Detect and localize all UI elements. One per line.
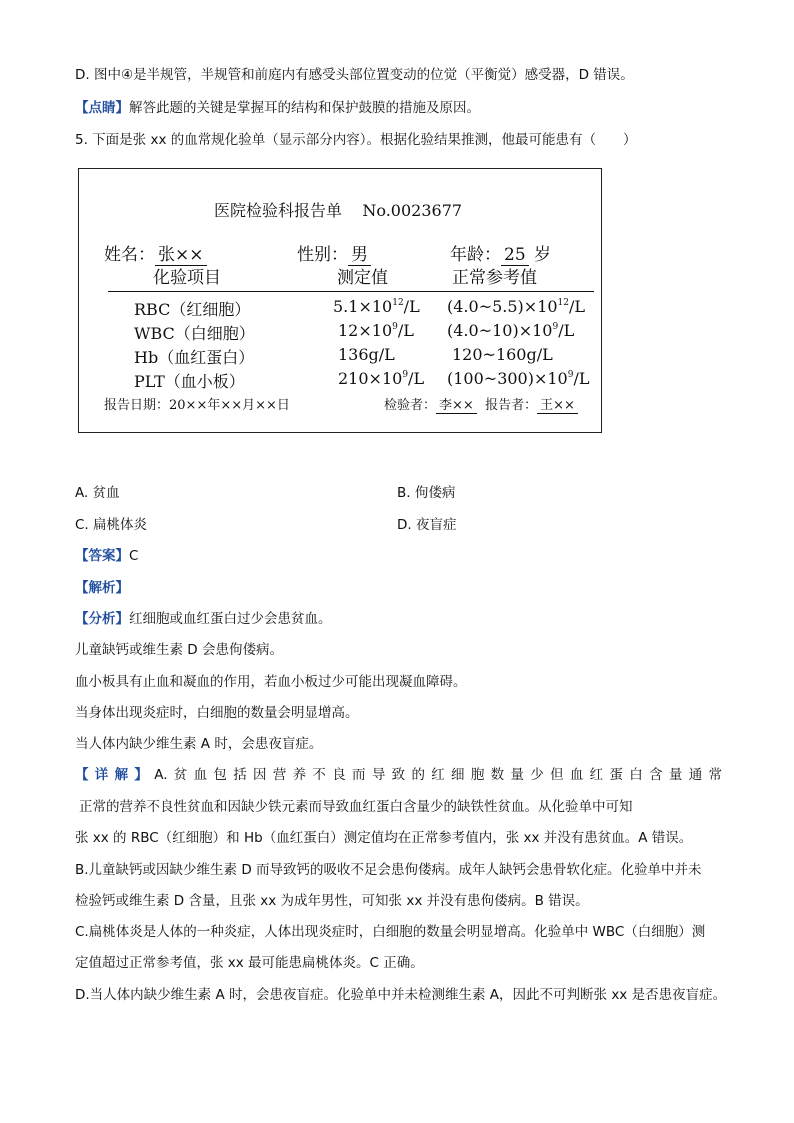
patient-sex-value: 男: [348, 245, 371, 266]
report-row-ref: $(100\sim 300)\times 10^9/L$: [447, 369, 590, 388]
patient-name: 姓名： 张××: [104, 240, 207, 265]
tip-text: 解答此题的关键是掌握耳的结构和保护鼓膜的措施及原因。: [129, 100, 480, 116]
text-line: D. 图中④是半规管，半规管和前庭内有感受头部位置变动的位觉（平衡觉）感受器，D 错误。: [75, 67, 634, 83]
analysis-line: 【分析】红细胞或血红蛋白过少会患贫血。: [75, 611, 332, 627]
patient-name-value: 张××: [155, 245, 207, 266]
answer-line: [75, 546, 138, 566]
option-d: D. 夜盲症: [397, 517, 457, 533]
report-row-value: $5.1\times 10^{12}/L$: [333, 297, 420, 316]
detail-line: 检验钙或维生素 D 含量，且张 xx 为成年男性，可知张 xx 并没有患佝偻病。B 错误。: [75, 893, 589, 909]
report-number: No.0023677: [362, 201, 463, 220]
detail-tag: 【详解】: [75, 767, 155, 783]
reporter-value: 王××: [537, 398, 578, 414]
report-row-item: PLT（血小板）: [134, 372, 245, 391]
header-rule: [108, 291, 594, 292]
report-signers: 检验者： 李×× 报告者： 王××: [384, 394, 578, 413]
detail-line: 【详解】A.贫血包括因营养不良而导致的红细胞数量少但血红蛋白含量通常: [75, 767, 722, 783]
report-row-value: $210\times 10^9/L$: [338, 369, 425, 388]
option-a: A. 贫血: [75, 485, 120, 501]
report-row-ref: 120~160g/L: [452, 345, 553, 364]
patient-sex: 性别： 男: [297, 240, 371, 265]
detail-line: B.儿童缺钙或因缺少维生素 D 而导致钙的吸收不足会患佝偻病。成年人缺钙会患骨软化症。化验单中并未: [75, 862, 702, 878]
analysis-heading: 【解析】: [75, 580, 129, 596]
col-header-value: 测定值: [337, 268, 388, 288]
inspector-value: 李××: [436, 398, 477, 414]
option-b: B. 佝偻病: [397, 485, 456, 501]
report-row-value: $12\times 10^9/L$: [338, 321, 414, 340]
tip-line: [75, 98, 480, 118]
analysis-line: 当身体出现炎症时，白细胞的数量会明显增高。: [75, 705, 359, 721]
col-header-item: 化验项目: [153, 268, 221, 288]
report-row-ref: $(4.0\sim 10)\times 10^9/L$: [447, 321, 575, 340]
col-header-ref: 正常参考值: [452, 268, 537, 288]
detail-line: D.当人体内缺少维生素 A 时，会患夜盲症。化验单中并未检测维生素 A，因此不可判断张 xx 是否患夜盲症。: [75, 987, 727, 1003]
answer-tag: 【答案】: [75, 548, 129, 564]
option-c: C. 扁桃体炎: [75, 517, 148, 533]
report-row-item: RBC（红细胞）: [134, 300, 251, 319]
tip-tag: 【点睛】: [75, 100, 129, 116]
detail-line: 定值超过正常参考值，张 xx 最可能患扁桃体炎。C 正确。: [75, 955, 424, 971]
question-stem: 5. 下面是张 xx 的血常规化验单（显示部分内容）。根据化验结果推测，他最可能患有（ ）: [75, 132, 637, 148]
report-row-item: WBC（白细胞）: [134, 324, 255, 343]
patient-age: 年龄： 25 岁: [450, 245, 552, 265]
report-title: 医院检验科报告单 No.0023677: [214, 201, 463, 220]
report-row-value: 136g/L: [338, 345, 395, 364]
report-row-ref: $(4.0\sim 5.5)\times 10^{12}/L$: [447, 297, 586, 316]
analysis-lead-tag: 【分析】: [75, 611, 129, 627]
detail-line: 张 xx 的 RBC（红细胞）和 Hb（血红蛋白）测定值均在正常参考值内，张 xx 并没有患贫血。A 错误。: [75, 830, 693, 846]
report-date: 报告日期：20××年××月××日: [104, 398, 290, 413]
detail-line: 正常的营养不良性贫血和因缺少铁元素而导致血红蛋白含量少的缺铁性贫血。从化验单中可知: [79, 799, 633, 815]
analysis-line: 儿童缺钙或维生素 D 会患佝偻病。: [75, 642, 283, 658]
report-date-value: 20××年××月××日: [169, 398, 290, 413]
answer-value: C: [129, 548, 139, 564]
report-row-item: Hb（血红蛋白）: [134, 348, 255, 367]
analysis-line: 当人体内缺少维生素 A 时，会患夜盲症。: [75, 736, 323, 752]
analysis-line: 血小板具有止血和凝血的作用，若血小板过少可能出现凝血障碍。: [75, 674, 467, 690]
detail-line: C.扁桃体炎是人体的一种炎症，人体出现炎症时，白细胞的数量会明显增高。化验单中 WBC（白细胞）测: [75, 924, 706, 940]
patient-age-value: 25: [501, 245, 529, 266]
